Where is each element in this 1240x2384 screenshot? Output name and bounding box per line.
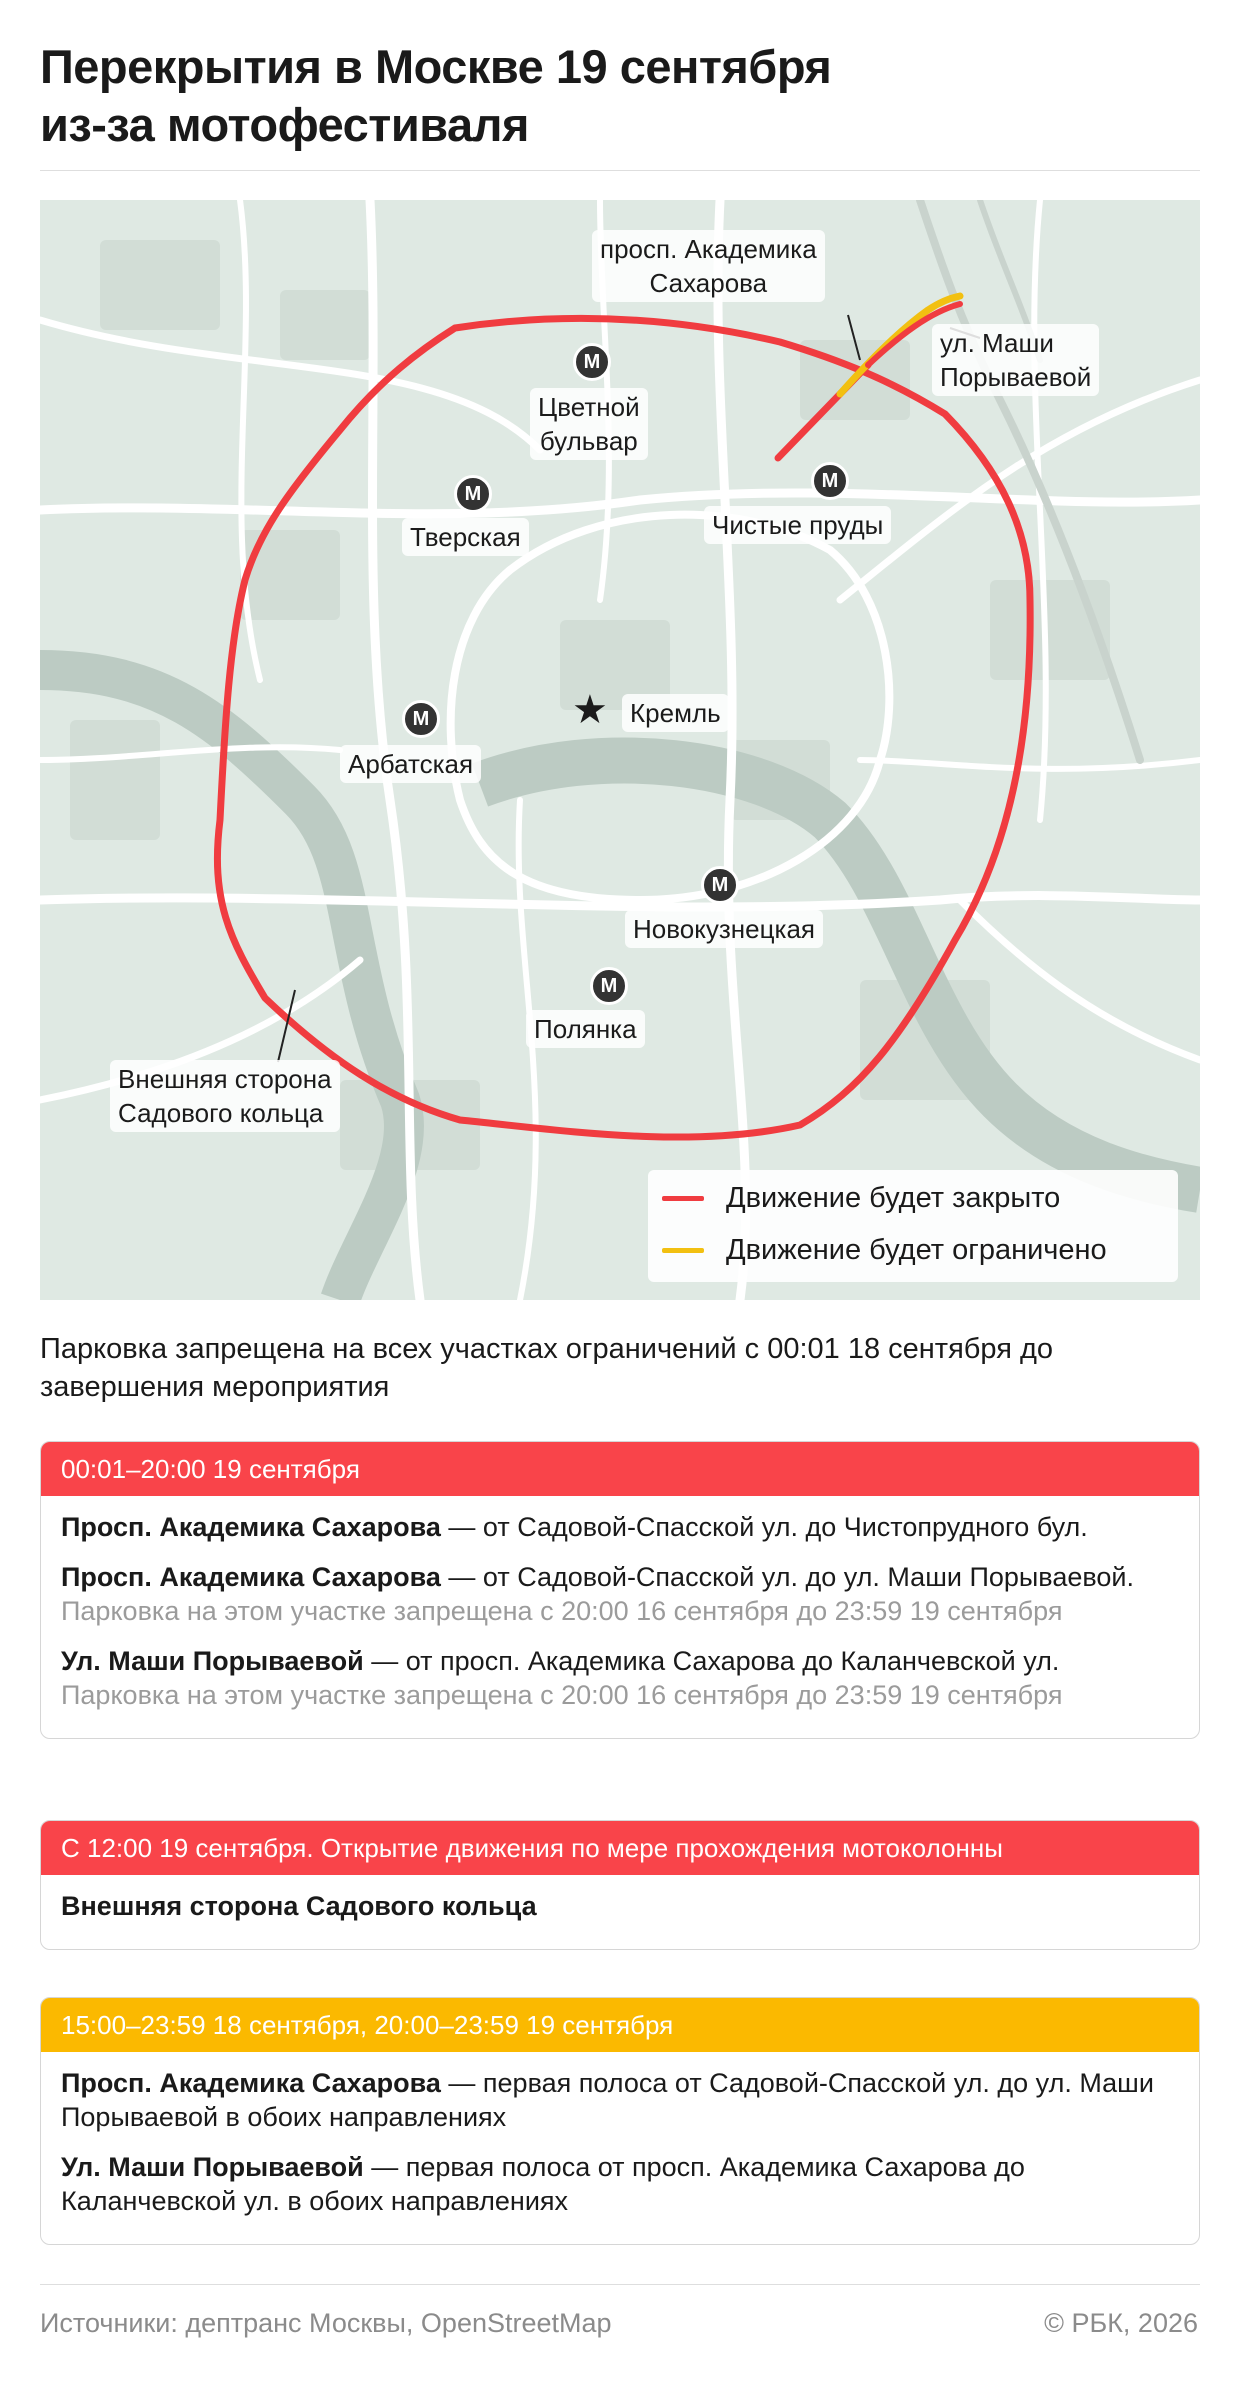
label-garden-ring xyxy=(110,1060,340,1132)
item-parking-note: Парковка на этом участке запрещена с 20:00 16 сентября до 23:59 19 сентября xyxy=(61,1596,1063,1626)
label-poryvaevoy-line1: ул. Маши xyxy=(940,328,1054,358)
card-body xyxy=(41,1496,1199,1738)
legend-row-closed xyxy=(662,1176,1060,1220)
item-road: Просп. Академика Сахарова xyxy=(61,1512,441,1542)
label-kremlin: Кремль xyxy=(622,694,729,732)
restriction-item xyxy=(61,2150,1171,2218)
map-legend xyxy=(648,1170,1178,1282)
station-chistye-prudy: Чистые пруды xyxy=(704,506,891,544)
legend-label-restricted: Движение будет ограничено xyxy=(726,1233,1107,1266)
item-text: — от Садовой-Спасской ул. до Чистопрудного бул. xyxy=(440,1512,1088,1542)
label-poryvaevoy-line2: Порываевой xyxy=(940,362,1092,392)
station-tsvetnoy-line1: Цветной xyxy=(538,392,640,422)
station-novokuznetskaya: Новокузнецкая xyxy=(625,910,823,948)
title-line-1: Перекрытия в Москве 19 сентября xyxy=(40,40,832,93)
metro-icon: М xyxy=(454,475,492,513)
item-road: Внешняя сторона Садового кольца xyxy=(61,1891,537,1921)
divider xyxy=(40,170,1200,171)
label-sakharova xyxy=(592,230,825,302)
station-polyanka: Полянка xyxy=(526,1010,645,1048)
label-poryvaevoy xyxy=(932,324,1099,396)
closure-item xyxy=(61,1560,1171,1628)
item-text: — от просп. Академика Сахарова до Каланчевской ул. xyxy=(363,1646,1060,1676)
closure-item xyxy=(61,1510,1171,1544)
card-restriction-period xyxy=(40,1997,1200,2245)
item-road: Ул. Маши Порываевой xyxy=(61,1646,364,1676)
card-body xyxy=(41,1875,1199,1949)
map[interactable] xyxy=(40,200,1200,1300)
label-garden-ring-line1: Внешняя сторона xyxy=(118,1064,332,1094)
card-closure-period-1 xyxy=(40,1441,1200,1739)
metro-icon: М xyxy=(402,700,440,738)
item-text: — первая полоса от просп. Академика Сахарова до Каланчевской ул. в обоих направлениях xyxy=(61,2152,1025,2216)
metro-icon: М xyxy=(590,967,628,1005)
legend-swatch-restricted xyxy=(662,1248,704,1253)
station-tsvetnoy xyxy=(530,388,648,460)
metro-icon: М xyxy=(811,462,849,500)
item-road: Ул. Маши Порываевой xyxy=(61,2152,364,2182)
restriction-item xyxy=(61,2066,1171,2134)
closure-item xyxy=(61,1644,1171,1712)
item-text: — от Садовой-Спасской ул. до ул. Маши Порываевой. xyxy=(440,1562,1134,1592)
footer-divider xyxy=(40,2284,1200,2285)
label-garden-ring-line2: Садового кольца xyxy=(118,1098,324,1128)
copyright: © РБК, 2026 xyxy=(1044,2308,1198,2338)
metro-icon: М xyxy=(701,866,739,904)
page-title xyxy=(40,38,1200,154)
item-parking-note: Парковка на этом участке запрещена с 20:00 16 сентября до 23:59 19 сентября xyxy=(61,1680,1063,1710)
closure-item xyxy=(61,1889,1171,1923)
station-tsvetnoy-line2: бульвар xyxy=(539,426,638,456)
station-arbatskaya: Арбатская xyxy=(340,745,481,783)
label-sakharova-line1: просп. Академика xyxy=(600,234,817,264)
legend-row-restricted xyxy=(662,1228,1107,1272)
metro-icon: М xyxy=(573,343,611,381)
card-body xyxy=(41,2052,1199,2244)
legend-swatch-closed xyxy=(662,1196,704,1201)
title-line-2: из-за мотофестиваля xyxy=(40,98,529,151)
card-header: 15:00–23:59 18 сентября, 20:00–23:59 19 сентября xyxy=(41,1998,1199,2052)
card-closure-period-2 xyxy=(40,1820,1200,1950)
kremlin-star-icon: ★ xyxy=(572,688,608,732)
label-sakharova-line2: Сахарова xyxy=(649,268,768,298)
station-tverskaya: Тверская xyxy=(402,518,529,556)
card-header: 00:01–20:00 19 сентября xyxy=(41,1442,1199,1496)
legend-label-closed: Движение будет закрыто xyxy=(726,1181,1061,1214)
card-header: С 12:00 19 сентября. Открытие движения по мере прохождения мотоколонны xyxy=(41,1821,1199,1875)
item-road: Просп. Академика Сахарова xyxy=(61,2068,441,2098)
item-text: — первая полоса от Садовой-Спасской ул. до ул. Маши Порываевой в обоих направлениях xyxy=(61,2068,1154,2132)
sources: Источники: дептранс Москвы, OpenStreetMap xyxy=(40,2308,612,2338)
parking-note: Парковка запрещена на всех участках ограничений с 00:01 18 сентября до завершения мероприятия xyxy=(40,1333,1054,1403)
item-road: Просп. Академика Сахарова xyxy=(61,1562,441,1592)
